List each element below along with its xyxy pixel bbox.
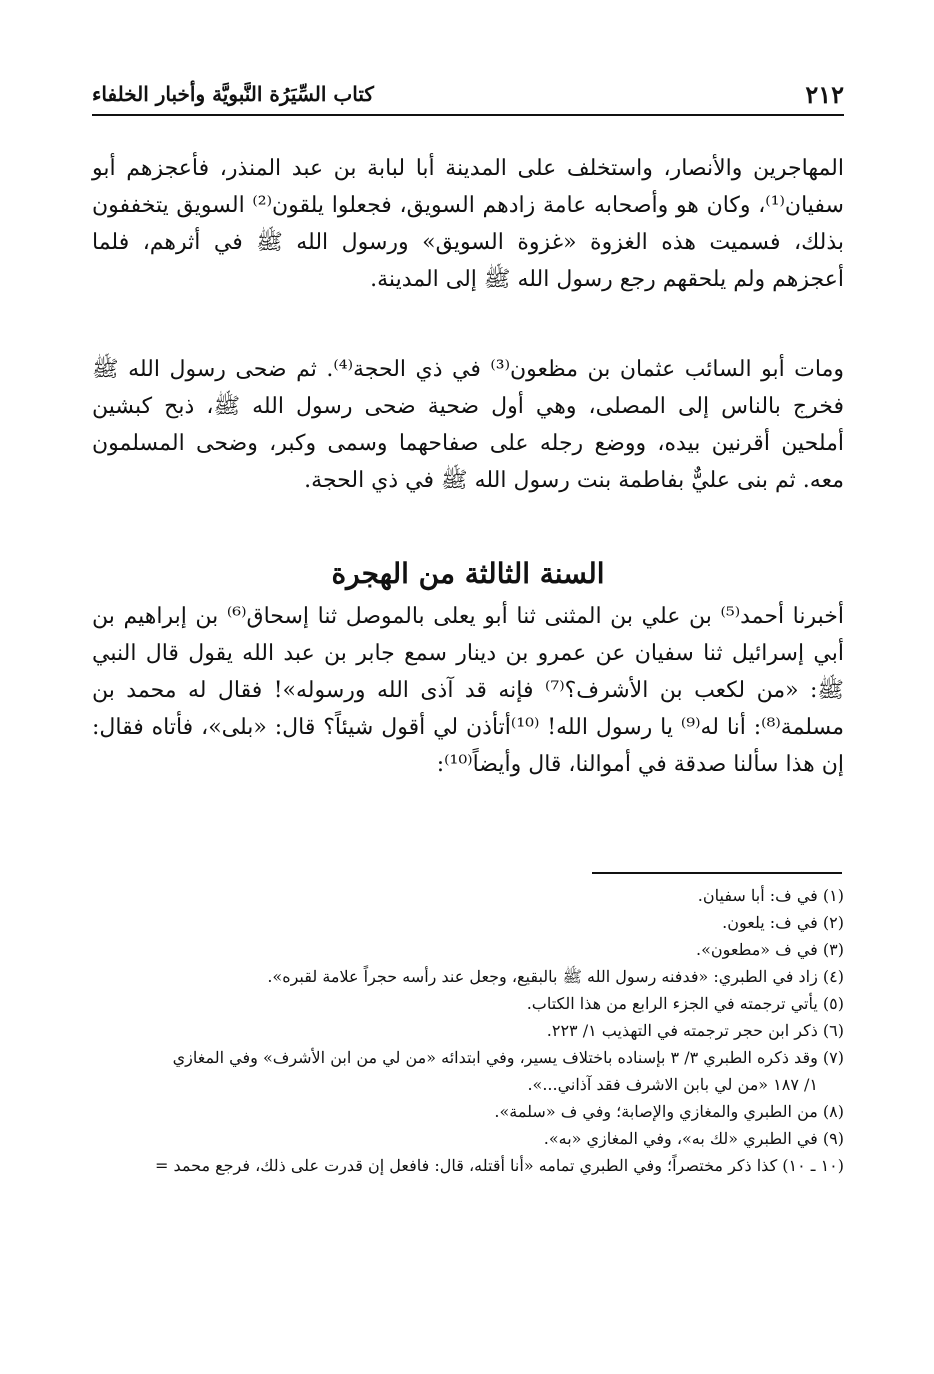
- footnote: (١) في ف: أبا سفيان.: [697, 886, 844, 905]
- footnote: (٨) من الطبري والمغازي والإصابة؛ وفي ف «سلمة».: [494, 1102, 844, 1121]
- page-number: ٢١٢: [805, 80, 844, 109]
- footnote: (٦) ذكر ابن حجر ترجمته في التهذيب ١/ ٢٢٣.: [546, 1021, 844, 1040]
- paragraph: أخبرنا أحمد⁽⁵⁾ بن علي بن المثنى ثنا أبو يعلى بالموصل ثنا إسحاق⁽⁶⁾ بن إبراهيم بن أبي إسرائيل ثنا سفيان عن عمرو بن دينار سمع جابر بن عبد الله يقول قال النبي ﷺ: «من لكعب بن الأشرف؟⁽⁷⁾ فإنه قد آذى الله ورسوله»! فقال له محمد بن مسلمة⁽⁸⁾: أنا له⁽⁹⁾ يا رسول الله! ⁽¹⁰⁾أتأذن لي أقول شيئاً؟ قال: «بلى»، فأتاه فقال: إن هذا سألنا صدقة في أموالنا، قال وأيضاً⁽¹⁰⁾:: [92, 604, 844, 777]
- running-header: [92, 74, 844, 116]
- footnote-text: (٧) وقد ذكره الطبري ٣/ ٣ بإسناده باختلاف يسير، وفي ابتدائه «من لي من ابن الأشرف» وفي المغازي: [172, 1048, 844, 1067]
- footnote: (٣) في ف «مطعون».: [695, 940, 844, 959]
- footnote: (٢) في ف: يلعون.: [722, 913, 844, 932]
- paragraph: ومات أبو السائب عثمان بن مظعون⁽³⁾ في ذي الحجة⁽⁴⁾. ثم ضحى رسول الله ﷺ فخرج بالناس إلى المصلى، وهي أول ضحية ضحى رسول الله ﷺ، ذبح كبشين أملحين أقرنين بيده، ووضع رجله على صفاحهما وسمى وكبر، وضحى المسلمون معه. ثم بنى عليٌّ بفاطمة بنت رسول الله ﷺ في ذي الحجة.: [92, 357, 845, 493]
- footnote: (٤) زاد في الطبري: «فدفنه رسول الله ﷺ بالبقيع، وجعل عند رأسه حجراً علامة لقبره».: [267, 967, 844, 986]
- footnote: (٥) يأتي ترجمته في الجزء الرابع من هذا الكتاب.: [526, 994, 844, 1013]
- footnote-divider: [592, 872, 842, 874]
- book-title: كتاب السِّيَرُة النَّبويَّة وأخبار الخلفاء: [92, 82, 374, 106]
- paragraph: المهاجرين والأنصار، واستخلف على المدينة أبا لبابة بن عبد المنذر، فأعجزهم أبو سفيان⁽¹⁾، وكان هو وأصحابه عامة زادهم السويق، فجعلوا يلقون⁽²⁾ السويق يتخففون بذلك، فسميت هذه الغزوة «غزوة السويق» ورسول الله ﷺ في أثرهم، فلما أعجزهم ولم يلحقهم رجع رسول الله ﷺ إلى المدينة.: [92, 156, 844, 292]
- footnote-continuation: ١/ ١٨٧ «من لي بابن الاشرف فقد آذاني...».: [527, 1075, 818, 1094]
- footnotes-list: [92, 882, 844, 1179]
- footnote: (١٠ ـ ١٠) كذا ذكر مختصراً؛ وفي الطبري تمامه «أنا أقتله، قال: فافعل إن قدرت على ذلك، فرجع محمد =: [154, 1156, 844, 1175]
- footnote: (٩) في الطبري «لك به»، وفي المغازي «به».: [543, 1129, 844, 1148]
- footnote: [92, 1044, 844, 1098]
- section-heading: السنة الثالثة من الهجرة: [331, 557, 605, 590]
- main-text: [92, 150, 844, 820]
